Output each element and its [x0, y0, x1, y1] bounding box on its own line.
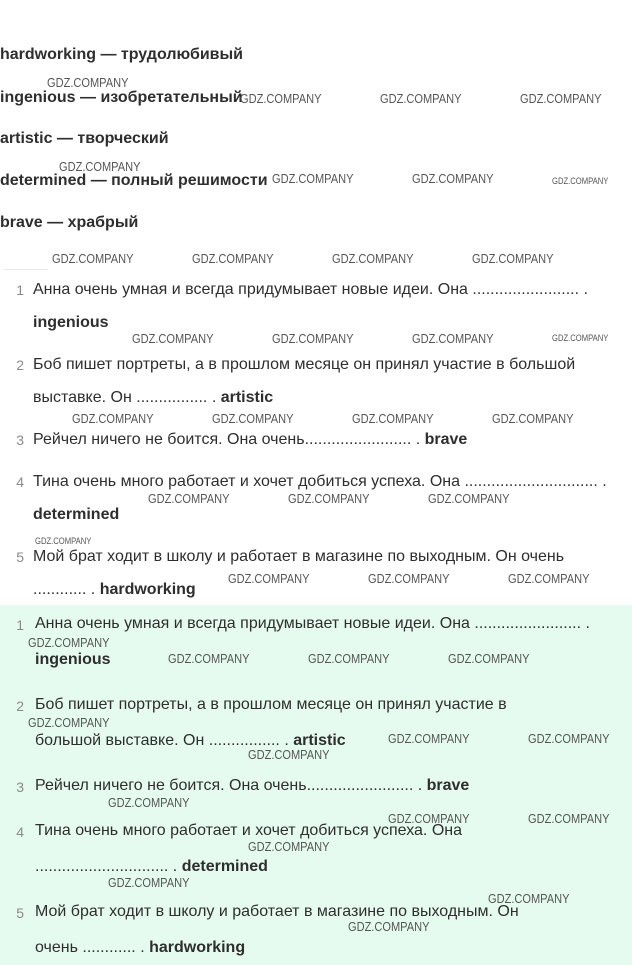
exercise-1-answer: ingenious — [33, 314, 109, 331]
answer-2-blank: большой выставке. Он ................ . — [35, 732, 289, 749]
watermark: GDZ.COMPANY — [28, 715, 110, 730]
watermark: GDZ.COMPANY — [35, 536, 92, 546]
answer-5-answer: hardworking — [149, 939, 246, 956]
watermark: GDZ.COMPANY — [308, 651, 390, 666]
watermark: GDZ.COMPANY — [528, 811, 610, 826]
exercise-4-answer: determined — [33, 506, 120, 523]
watermark: GDZ.COMPANY — [168, 651, 250, 666]
watermark: GDZ.COMPANY — [368, 571, 450, 586]
watermark: GDZ.COMPANY — [212, 411, 294, 426]
watermark: GDZ.COMPANY — [148, 491, 230, 506]
watermark: GDZ.COMPANY — [412, 331, 494, 346]
watermark: GDZ.COMPANY — [28, 635, 110, 650]
watermark: GDZ.COMPANY — [272, 331, 354, 346]
watermark: GDZ.COMPANY — [59, 159, 141, 174]
watermark: GDZ.COMPANY — [528, 731, 610, 746]
watermark: GDZ.COMPANY — [552, 176, 609, 186]
answer-number-4: 4 — [16, 824, 24, 840]
answer-4-text: Тина очень много работает и хочет добиться успеха. Она — [35, 822, 462, 839]
exercise-5-line2 — [33, 581, 196, 599]
exercise-number-5: 5 — [16, 549, 24, 565]
watermark: GDZ.COMPANY — [448, 651, 530, 666]
exercise-5-text: Мой брат ходит в школу и работает в магазине по выходным. Он очень — [33, 548, 565, 565]
answer-4-answer: determined — [181, 858, 268, 875]
exercise-3-text: Рейчел ничего не боится. Она очень........................ . — [33, 431, 421, 448]
watermark: GDZ.COMPANY — [108, 875, 190, 890]
watermark: GDZ.COMPANY — [240, 91, 322, 106]
watermark: GDZ.COMPANY — [52, 251, 134, 266]
watermark: GDZ.COMPANY — [47, 75, 129, 90]
vocab-artistic: artistic — творческий — [0, 130, 169, 147]
answer-number-2: 2 — [16, 698, 24, 714]
watermark: GDZ.COMPANY — [472, 251, 554, 266]
watermark: GDZ.COMPANY — [508, 571, 590, 586]
exercise-2-line2 — [33, 389, 273, 407]
watermark: GDZ.COMPANY — [192, 251, 274, 266]
answer-1-text: Анна очень умная и всегда придумывает новые идеи. Она ........................ . — [35, 615, 590, 632]
answer-5-blank: очень ............ . — [35, 939, 145, 956]
watermark: GDZ.COMPANY — [248, 839, 330, 854]
watermark: GDZ.COMPANY — [552, 333, 609, 343]
exercise-5-blank: ............ . — [33, 581, 96, 598]
answer-4-blank: .............................. . — [35, 858, 178, 875]
exercise-2-text: Боб пишет портреты, а в прошлом месяце он принял участие в большой — [33, 356, 576, 373]
exercise-3-answer: brave — [424, 431, 468, 448]
watermark: GDZ.COMPANY — [388, 731, 470, 746]
watermark: GDZ.COMPANY — [132, 331, 214, 346]
exercise-1-text: Анна очень умная и всегда придумывает новые идеи. Она ........................ . — [33, 281, 588, 298]
divider — [4, 269, 48, 270]
watermark: GDZ.COMPANY — [488, 891, 570, 906]
answer-5-line2 — [35, 939, 245, 957]
answer-number-3: 3 — [16, 779, 24, 795]
vocab-determined: determined — полный решимости — [0, 172, 268, 189]
exercise-number-4: 4 — [16, 474, 24, 490]
watermark: GDZ.COMPANY — [412, 171, 494, 186]
watermark: GDZ.COMPANY — [428, 491, 510, 506]
watermark: GDZ.COMPANY — [72, 411, 154, 426]
vocab-brave: brave — храбрый — [0, 214, 139, 231]
watermark: GDZ.COMPANY — [332, 251, 414, 266]
exercise-number-2: 2 — [16, 357, 24, 373]
watermark: GDZ.COMPANY — [248, 747, 330, 762]
answer-3-line — [35, 777, 469, 795]
exercise-number-1: 1 — [16, 282, 24, 298]
answer-4-line2 — [35, 858, 268, 876]
vocab-hardworking: hardworking — трудолюбивый — [0, 46, 243, 63]
watermark: GDZ.COMPANY — [520, 91, 602, 106]
watermark: GDZ.COMPANY — [380, 91, 462, 106]
watermark: GDZ.COMPANY — [108, 795, 190, 810]
watermark: GDZ.COMPANY — [228, 571, 310, 586]
exercise-3-line — [33, 431, 467, 449]
answer-3-text: Рейчел ничего не боится. Она очень........................ . — [35, 777, 423, 794]
vocab-ingenious: ingenious — изобретательный — [0, 89, 243, 106]
answer-2-answer: artistic — [293, 732, 346, 749]
watermark: GDZ.COMPANY — [272, 171, 354, 186]
answer-2-text: Боб пишет портреты, а в прошлом месяце он принял участие в — [35, 696, 507, 713]
answer-3-answer: brave — [426, 777, 470, 794]
answer-1-answer: ingenious — [35, 651, 111, 668]
exercise-2-answer: artistic — [220, 389, 274, 406]
answer-number-1: 1 — [16, 617, 24, 633]
exercise-4-text: Тина очень много работает и хочет добиться успеха. Она .............................. . — [33, 473, 607, 490]
exercise-number-3: 3 — [16, 432, 24, 448]
exercise-5-answer: hardworking — [99, 581, 196, 598]
exercise-2-blank: выставке. Он ................ . — [33, 389, 217, 406]
watermark: GDZ.COMPANY — [388, 811, 470, 826]
answer-number-5: 5 — [16, 905, 24, 921]
watermark: GDZ.COMPANY — [348, 919, 430, 934]
watermark: GDZ.COMPANY — [288, 491, 370, 506]
answer-5-text: Мой брат ходит в школу и работает в магазине по выходным. Он — [35, 903, 519, 920]
watermark: GDZ.COMPANY — [492, 411, 574, 426]
watermark: GDZ.COMPANY — [352, 411, 434, 426]
